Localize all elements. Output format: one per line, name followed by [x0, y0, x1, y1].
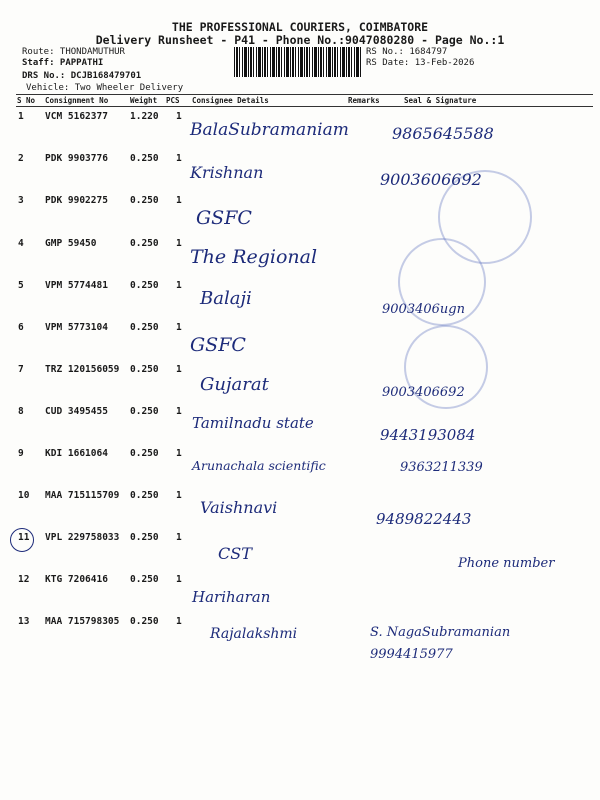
row-weight: 0.250 [130, 238, 159, 249]
col-header-remarks: Remarks [348, 96, 380, 105]
row-pcs: 1 [176, 574, 182, 585]
row-pcs: 1 [176, 532, 182, 543]
barcode [234, 47, 362, 77]
runsheet-subtitle: Delivery Runsheet - P41 - Phone No.:9047080280 - Page No.:1 [95, 33, 505, 47]
row-sno: 2 [18, 153, 24, 164]
row-consignee: Vaishnavi [200, 498, 278, 517]
row-pcs: 1 [176, 238, 182, 249]
row-sno: 4 [18, 238, 24, 249]
row-sno: 9 [18, 448, 24, 459]
drs-label: DRS No.: DCJB168479701 [22, 71, 142, 81]
col-header-consignee: Consignee Details [192, 96, 269, 105]
row-consignment: CUD 3495455 [45, 406, 108, 417]
row-consignment: KTG 7206416 [45, 574, 108, 585]
row-consignee: Hariharan [192, 588, 271, 606]
row-pcs: 1 [176, 490, 182, 501]
row-consignee: GSFC [196, 207, 252, 229]
row-consignment: VPM 5774481 [45, 280, 108, 291]
row-sno: 13 [18, 616, 30, 627]
row-consignee: Arunachala scientific [192, 458, 326, 473]
row-sno: 1 [18, 111, 24, 122]
col-header-pcs: PCS [166, 96, 180, 105]
row-consignee: CST [218, 544, 252, 563]
vehicle-label: Vehicle: Two Wheeler Delivery [26, 83, 184, 93]
table-header-border [16, 106, 593, 107]
row-weight: 0.250 [130, 195, 159, 206]
row-signature: 9489822443 [376, 510, 472, 528]
row-weight: 0.250 [130, 574, 159, 585]
row-pcs: 1 [176, 364, 182, 375]
row-sno: 6 [18, 322, 24, 333]
row-consignee: Tamilnadu state [192, 414, 314, 432]
row-weight: 0.250 [130, 406, 159, 417]
row-consignment: GMP 59450 [45, 238, 97, 249]
rs-date: RS Date: 13-Feb-2026 [366, 58, 475, 68]
row-signature: 9865645588 [392, 124, 494, 143]
row-signature: 9443193084 [380, 426, 476, 444]
row-consignment: PDK 9902275 [45, 195, 108, 206]
row-consignment: VPL 229758033 [45, 532, 120, 543]
col-header-seal: Seal & Signature [404, 96, 477, 105]
row-signature: 9003406692 [382, 385, 465, 400]
row-signature: S. NagaSubramanian 9994415977 [370, 625, 511, 662]
row-consignee: The Regional [190, 246, 318, 268]
row-weight: 0.250 [130, 532, 159, 543]
row-weight: 0.250 [130, 616, 159, 627]
row-sno: 7 [18, 364, 24, 375]
col-header-sno: S No [17, 96, 36, 105]
route-label: Route: THONDAMUTHUR [22, 47, 125, 57]
rs-number: RS No.: 1684797 [366, 47, 448, 57]
row-consignment: MAA 715115709 [45, 490, 120, 501]
row-weight: 0.250 [130, 448, 159, 459]
row-signature: 9363211339 [400, 460, 483, 475]
row-weight: 0.250 [130, 490, 159, 501]
row-consignment: VCM 5162377 [45, 111, 108, 122]
row-pcs: 1 [176, 111, 182, 122]
row-pcs: 1 [176, 280, 182, 291]
row-consignee: Balaji [200, 288, 252, 309]
row-consignment: VPM 5773104 [45, 322, 108, 333]
row-consignee: Rajalakshmi [210, 626, 298, 642]
row-signature: Phone number [458, 556, 555, 571]
row-weight: 0.250 [130, 153, 159, 164]
row-pcs: 1 [176, 616, 182, 627]
row-sno: 5 [18, 280, 24, 291]
runsheet-title: THE PROFESSIONAL COURIERS, COIMBATORE [171, 20, 429, 34]
row-sno: 3 [18, 195, 24, 206]
row-consignment: MAA 715798305 [45, 616, 120, 627]
row-sno: 10 [18, 490, 30, 501]
col-header-consignment: Consignment No [45, 96, 109, 105]
row-signature: 9003606692 [380, 170, 482, 189]
row-consignment: PDK 9903776 [45, 153, 108, 164]
row-consignment: KDI 1661064 [45, 448, 108, 459]
col-header-weight: Weight [130, 96, 158, 105]
row-sno: 12 [18, 574, 30, 585]
row-weight: 0.250 [130, 322, 159, 333]
row-pcs: 1 [176, 153, 182, 164]
row-pcs: 1 [176, 448, 182, 459]
row-pcs: 1 [176, 406, 182, 417]
row-sno: 8 [18, 406, 24, 417]
row-sno: 11 [18, 532, 30, 543]
row-pcs: 1 [176, 322, 182, 333]
table-top-border [16, 94, 593, 95]
row-weight: 0.250 [130, 280, 159, 291]
row-weight: 1.220 [130, 111, 159, 122]
row-weight: 0.250 [130, 364, 159, 375]
row-consignee: Krishnan [190, 163, 264, 182]
row-consignee: Gujarat [200, 374, 269, 395]
staff-label: Staff: PAPPATHI [22, 58, 104, 68]
row-consignment: TRZ 120156059 [45, 364, 120, 375]
row-consignee: GSFC [190, 334, 246, 356]
row-consignee: BalaSubramaniam [190, 120, 349, 140]
row-signature: 9003406ugn [382, 302, 465, 317]
row-pcs: 1 [176, 195, 182, 206]
